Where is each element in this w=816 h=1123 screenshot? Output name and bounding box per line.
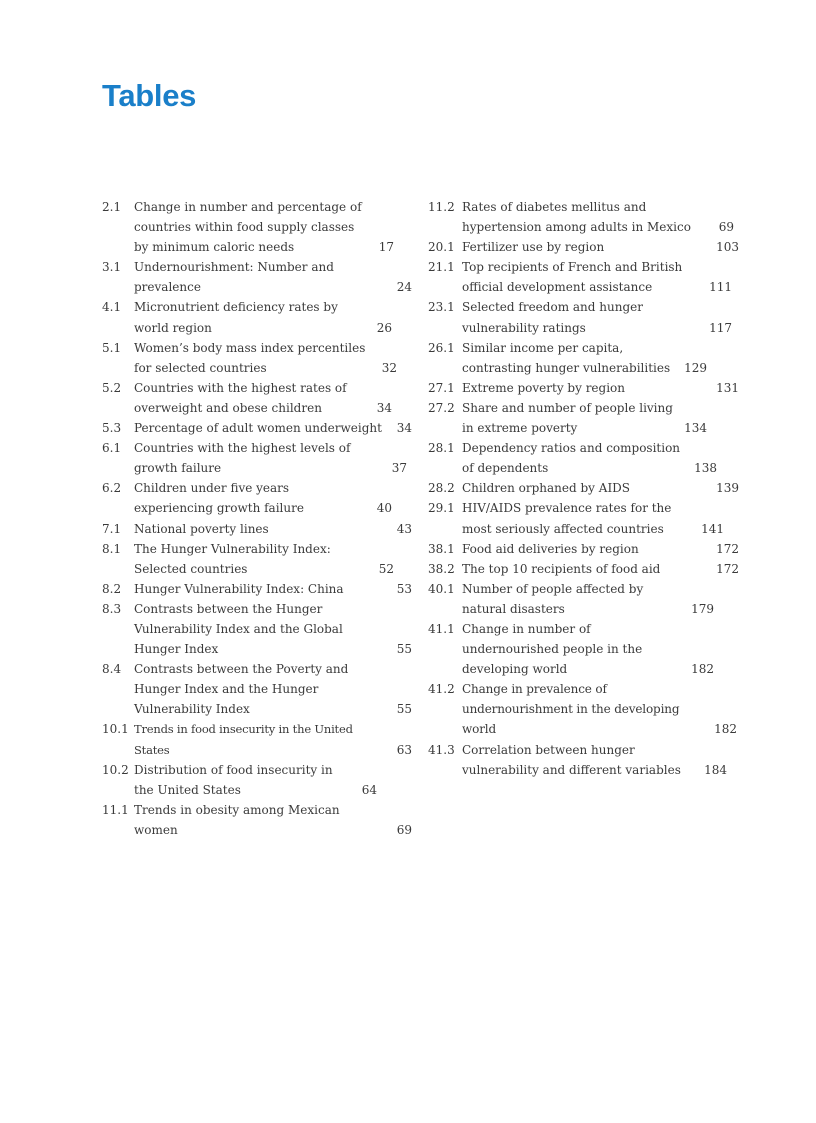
toc-entry[interactable] <box>428 478 739 498</box>
table-title: Food aid deliveries by region <box>462 541 639 556</box>
page-number: 111 <box>709 280 732 295</box>
table-number: 6.1 <box>102 441 122 456</box>
toc-entry[interactable] <box>102 378 412 418</box>
table-number: 2.1 <box>102 200 122 214</box>
table-number: 23.1 <box>428 300 455 315</box>
toc-entry[interactable] <box>428 740 739 780</box>
toc-entry[interactable] <box>428 398 739 438</box>
page-number: 55 <box>396 642 412 657</box>
toc-column-right <box>428 197 739 780</box>
toc-entry[interactable] <box>102 519 412 539</box>
table-number: 5.2 <box>102 380 122 395</box>
table-title: Share and number of people living in extreme poverty <box>462 400 673 436</box>
page-number: 34 <box>396 421 412 436</box>
table-number: 29.1 <box>428 501 455 516</box>
toc-entry[interactable] <box>428 338 739 378</box>
table-title: Percentage of adult women underweight <box>134 421 382 436</box>
page-number: 40 <box>376 501 392 516</box>
page-number: 69 <box>718 220 734 235</box>
table-number: 41.1 <box>428 621 455 636</box>
table-number: 21.1 <box>428 260 455 275</box>
toc-entry[interactable] <box>428 579 739 619</box>
table-number: 6.2 <box>102 481 122 496</box>
toc-entry[interactable] <box>102 760 412 800</box>
table-number: 11.1 <box>102 802 129 817</box>
toc-entry[interactable] <box>428 378 739 398</box>
toc-entry[interactable] <box>102 197 412 257</box>
toc-entry[interactable] <box>102 338 412 378</box>
table-number: 41.3 <box>428 742 455 757</box>
page-title: Tables <box>102 78 197 113</box>
page-number: 43 <box>396 521 412 536</box>
page-number: 139 <box>716 481 739 496</box>
table-number: 27.1 <box>428 380 455 395</box>
table-number: 5.3 <box>102 421 122 436</box>
table-title: Countries with the highest rates of overweight and obese children <box>134 380 347 415</box>
page-number: 182 <box>691 662 714 677</box>
table-title: The Hunger Vulnerability Index: Selected countries <box>134 541 331 576</box>
table-number: 8.2 <box>102 581 122 596</box>
table-number: 11.2 <box>428 200 455 214</box>
table-number: 28.2 <box>428 481 455 496</box>
page-number: 141 <box>701 521 724 536</box>
table-number: 20.1 <box>428 240 455 255</box>
table-title: Selected freedom and hunger vulnerability ratings <box>462 300 643 335</box>
table-number: 26.1 <box>428 340 455 355</box>
page-number: 134 <box>684 421 707 436</box>
table-title: Contrasts between the Hunger Vulnerability Index and the Global Hunger Index <box>134 601 343 657</box>
toc-entry[interactable] <box>102 539 412 579</box>
table-number: 41.2 <box>428 682 455 697</box>
table-number: 28.1 <box>428 441 455 456</box>
table-number: 40.1 <box>428 581 455 596</box>
toc-entry[interactable] <box>428 197 739 237</box>
table-number: 38.1 <box>428 541 455 556</box>
table-title: Fertilizer use by region <box>462 240 605 255</box>
toc-entry[interactable] <box>428 257 739 297</box>
table-number: 5.1 <box>102 340 122 355</box>
table-title: Top recipients of French and British official development assistance <box>462 260 683 295</box>
page-number: 69 <box>396 822 412 837</box>
toc-entry[interactable] <box>428 297 739 337</box>
table-number: 8.1 <box>102 541 122 556</box>
table-number: 27.2 <box>428 400 455 415</box>
page-number: 52 <box>378 561 394 576</box>
toc-entry[interactable] <box>428 679 739 739</box>
toc-entry[interactable] <box>102 800 412 840</box>
toc-entry[interactable] <box>102 438 412 478</box>
page-number: 55 <box>396 702 412 717</box>
table-number: 10.1 <box>102 722 129 737</box>
table-title: Change in prevalence of undernourishment in the developing world <box>462 682 680 737</box>
table-title: Dependency ratios and composition of dependents <box>462 441 681 476</box>
table-title: National poverty lines <box>134 521 269 536</box>
table-title: Correlation between hunger vulnerability and different variables <box>462 742 681 777</box>
page-number: 34 <box>376 400 392 415</box>
table-number: 4.1 <box>102 300 122 315</box>
page-number: 179 <box>691 601 714 616</box>
table-title: Contrasts between the Poverty and Hunger Index and the Hunger Vulnerability Index <box>134 662 349 717</box>
table-title: Trends in food insecurity in the United States <box>134 722 353 757</box>
page-number: 182 <box>714 722 737 737</box>
table-title: Rates of diabetes mellitus and hypertension among adults in Mexico <box>462 200 691 235</box>
table-title: Extreme poverty by region <box>462 380 626 395</box>
page-number: 129 <box>684 360 707 375</box>
table-number: 8.3 <box>102 601 122 616</box>
page-number: 17 <box>378 240 394 255</box>
page-number: 138 <box>694 461 717 476</box>
page-number: 184 <box>704 762 727 777</box>
table-title: HIV/AIDS prevalence rates for the most seriously affected countries <box>462 501 672 536</box>
toc-entry[interactable] <box>102 579 412 599</box>
toc-entry[interactable] <box>428 559 739 579</box>
table-title: Distribution of food insecurity in the United States <box>134 762 333 797</box>
table-title: Children orphaned by AIDS <box>462 481 631 496</box>
table-title: The top 10 recipients of food aid <box>462 561 661 576</box>
toc-entry[interactable] <box>102 599 412 659</box>
toc-entry[interactable] <box>102 659 412 719</box>
table-number: 7.1 <box>102 521 122 536</box>
table-title: Micronutrient deficiency rates by world region <box>134 300 338 335</box>
page-number: 26 <box>376 320 392 335</box>
toc-entry[interactable] <box>428 498 739 538</box>
toc-column-left <box>102 197 412 840</box>
table-number: 3.1 <box>102 260 122 275</box>
table-title: Women’s body mass index percentiles for selected countries <box>134 340 366 375</box>
page-number: 63 <box>396 742 412 757</box>
table-title: Similar income per capita, contrasting hunger vulnerabilities <box>462 340 671 375</box>
page-number: 172 <box>716 541 739 556</box>
page-number: 64 <box>361 782 377 797</box>
table-title: Children under five years experiencing growth failure <box>134 481 304 516</box>
toc-entry[interactable] <box>428 619 739 679</box>
toc-entry[interactable] <box>428 438 739 478</box>
toc-entry[interactable] <box>102 478 412 518</box>
table-title: Change in number of undernourished people in the developing world <box>462 621 643 677</box>
page-number: 131 <box>716 380 739 395</box>
toc-entry[interactable] <box>102 719 412 759</box>
page-number: 32 <box>381 360 397 375</box>
page-number: 103 <box>716 240 739 255</box>
table-title: Change in number and percentage of countries within food supply classes by minimum caloric needs <box>134 200 362 255</box>
page-number: 37 <box>391 461 407 476</box>
table-title: Trends in obesity among Mexican women <box>134 802 340 837</box>
table-title: Hunger Vulnerability Index: China <box>134 581 344 596</box>
toc-entry[interactable] <box>428 237 739 257</box>
page-number: 53 <box>396 581 412 596</box>
page-number: 117 <box>709 320 732 335</box>
page-number: 24 <box>396 280 412 295</box>
table-number: 10.2 <box>102 762 129 777</box>
table-number: 8.4 <box>102 662 122 677</box>
table-title: Undernourishment: Number and prevalence <box>134 260 334 295</box>
toc-entry[interactable] <box>102 418 412 438</box>
toc-entry[interactable] <box>102 297 412 337</box>
page-number: 172 <box>716 561 739 576</box>
toc-entry[interactable] <box>102 257 412 297</box>
table-title: Number of people affected by natural disasters <box>462 581 644 616</box>
toc-entry[interactable] <box>428 539 739 559</box>
table-title: Countries with the highest levels of growth failure <box>134 441 351 476</box>
table-number: 38.2 <box>428 561 455 576</box>
